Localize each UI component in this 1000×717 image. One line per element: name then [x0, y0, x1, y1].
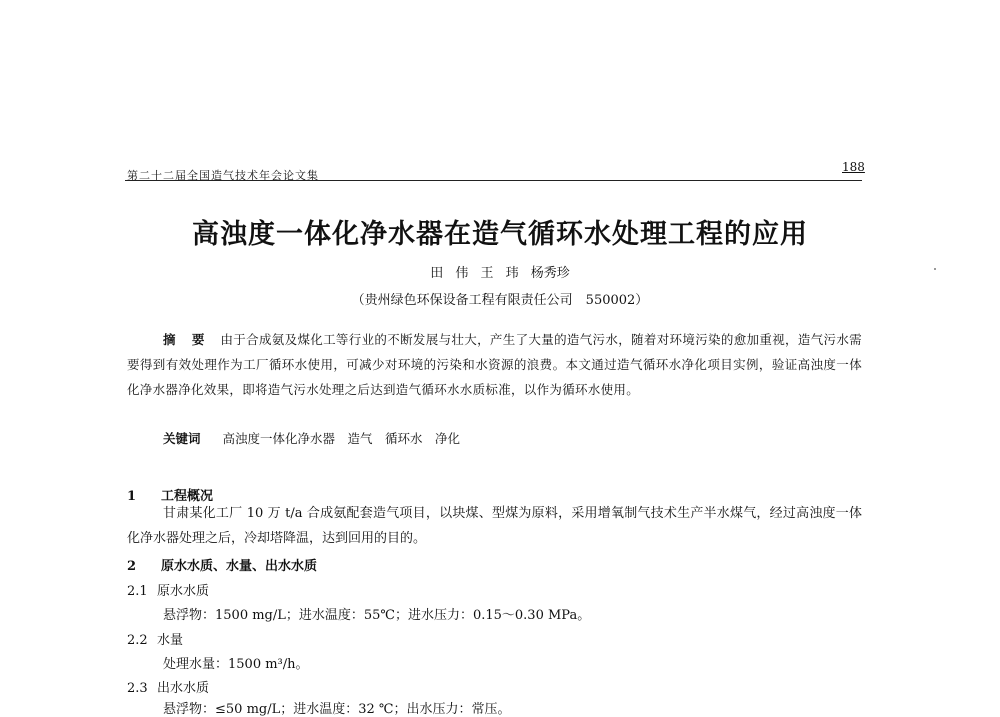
abstract-text: 由于合成氨及煤化工等行业的不断发展与壮大，产生了大量的造气污水，随着对环境污染的愈加重视，造气污水需要得到有效处理作为工厂循环水使用，可减少对环境的污染和水资源的浪费。本文通过造气循环水净化项目实例，验证高浊度一体化净水器净化效果，即将造气污水处理之后达到造气循环水水质标准，以作为循环水使用。 [127, 332, 862, 397]
paper-title: 高浊度一体化净水器在造气循环水处理工程的应用 [192, 219, 808, 250]
scan-speck [934, 268, 936, 270]
running-head: 第二十二届全国造气技术年会论文集 [127, 169, 319, 182]
subsection-number: 2.3 [127, 681, 148, 696]
section-2-1-text: 悬浮物：1500 mg/L；进水温度：55℃；进水压力：0.15～0.30 MPa。 [163, 608, 591, 623]
section-2-3-heading [127, 677, 209, 696]
subsection-number: 2.1 [127, 584, 148, 599]
section-title: 工程概况 [161, 489, 214, 504]
section-2-2-heading [127, 629, 183, 648]
abstract-label: 摘 要 [163, 332, 211, 347]
abstract [127, 327, 862, 402]
keywords-text: 高浊度一体化净水器 造气 循环水 净化 [222, 431, 461, 446]
subsection-title: 水量 [157, 633, 184, 648]
section-2-2-text: 处理水量：1500 m³/h。 [163, 657, 309, 672]
header-rule [125, 180, 862, 181]
subsection-number: 2.2 [127, 633, 148, 648]
subsection-title: 出水水质 [157, 681, 210, 696]
section-2-heading [127, 555, 317, 574]
keywords [163, 429, 460, 447]
page-number: 188 [842, 160, 865, 174]
section-number: 1 [127, 489, 137, 504]
subsection-title: 原水水质 [157, 584, 210, 599]
authors: 田 伟 王 玮 杨秀珍 [430, 266, 570, 281]
section-2-3-text: 悬浮物：≤50 mg/L；进水温度：32 ℃；出水压力：常压。 [163, 702, 511, 717]
section-1-text: 甘肃某化工厂 10 万 t/a 合成氨配套造气项目，以块煤、型煤为原料，采用增氧制气技术生产半水煤气，经过高浊度一体化净水器处理之后，冷却塔降温，达到回用的目的。 [127, 506, 862, 546]
keywords-label: 关键词 [163, 431, 201, 446]
section-number: 2 [127, 559, 137, 574]
affiliation: （贵州绿色环保设备工程有限责任公司 550002） [351, 293, 649, 308]
section-2-1-heading [127, 580, 209, 599]
section-title: 原水水质、水量、出水水质 [161, 559, 318, 574]
